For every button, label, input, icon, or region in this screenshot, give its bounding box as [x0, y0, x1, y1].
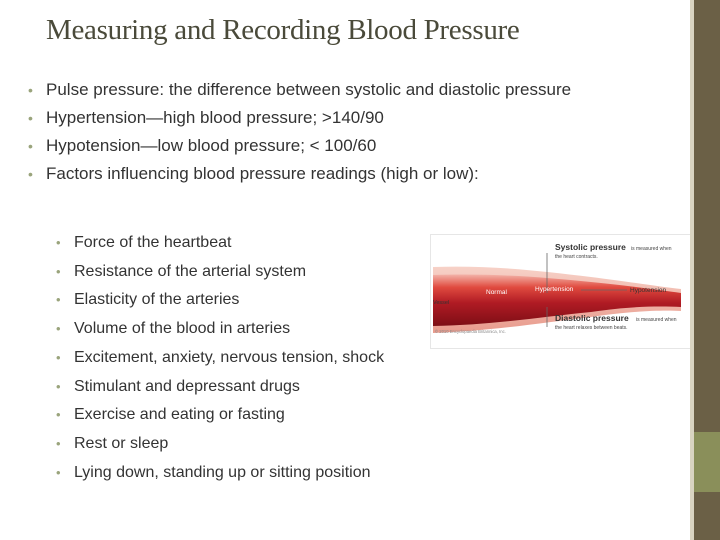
bullet-dot: • — [28, 110, 33, 126]
systolic-note: is measured when — [631, 246, 672, 252]
bullet-text: Hypertension—high blood pressure; >140/90 — [46, 108, 384, 127]
sub-bullet-item — [56, 229, 384, 258]
bullet-item — [28, 78, 668, 102]
bullet-text: Hypotension—low blood pressure; < 100/60 — [46, 136, 377, 155]
diastolic-note: is measured when — [636, 317, 677, 323]
bullet-dot: • — [56, 378, 61, 394]
bullet-dot: • — [56, 292, 61, 308]
sub-bullet-item — [56, 315, 384, 344]
sub-bullet-item — [56, 258, 384, 287]
sub-bullet-item — [56, 430, 384, 459]
systolic-note: the heart contracts. — [555, 254, 598, 260]
blood-pressure-diagram — [430, 234, 699, 349]
systolic-label: Systolic pressure — [555, 242, 626, 252]
bullet-item — [28, 106, 668, 130]
right-side-bar — [694, 0, 720, 540]
bullet-text: Factors influencing blood pressure readings (high or low): — [46, 164, 479, 183]
sub-bullet-text: Stimulant and depressant drugs — [74, 377, 300, 395]
main-bullet-list — [28, 78, 668, 190]
vessel-label: Vessel — [433, 300, 450, 306]
bullet-dot: • — [56, 321, 61, 337]
bullet-dot: • — [28, 82, 33, 98]
sub-bullet-item — [56, 373, 384, 402]
bullet-dot: • — [28, 166, 33, 182]
normal-label: Normal — [486, 289, 507, 296]
sub-bullet-text: Force of the heartbeat — [74, 234, 232, 251]
sub-bullet-text: Volume of the blood in arteries — [74, 320, 291, 338]
right-bar-segment — [694, 0, 720, 432]
bullet-dot: • — [28, 138, 33, 154]
artery-illustration — [431, 235, 698, 348]
sub-bullet-list — [56, 229, 384, 487]
right-bar-segment — [694, 432, 720, 492]
copyright-credit: © 2010 Encyclopaedia Britannica, Inc. — [435, 329, 506, 334]
bullet-text: Pulse pressure: the difference between systolic and diastolic pressure — [46, 80, 572, 99]
sub-bullet-text: Resistance of the arterial system — [74, 262, 307, 280]
bullet-dot: • — [56, 407, 61, 423]
sub-bullet-text: Rest or sleep — [74, 434, 169, 452]
right-bar-segment — [694, 492, 720, 540]
sub-bullet-text: Elasticity of the arteries — [74, 291, 240, 309]
sub-bullet-text: Exercise and eating or fasting — [74, 406, 285, 424]
bullet-dot: • — [56, 235, 61, 250]
diastolic-note: the heart relaxes between beats. — [555, 325, 628, 331]
bullet-item — [28, 134, 668, 158]
bullet-dot: • — [56, 435, 61, 451]
bullet-item — [28, 162, 668, 186]
bullet-dot: • — [56, 263, 61, 279]
sub-bullet-item — [56, 459, 384, 488]
bullet-dot: • — [56, 349, 61, 365]
slide-title: Measuring and Recording Blood Pressure — [46, 14, 520, 46]
sub-bullet-text: Lying down, standing up or sitting position — [74, 463, 371, 481]
hypertension-label: Hypertension — [535, 286, 574, 293]
bullet-dot: • — [56, 464, 61, 480]
sub-bullet-item — [56, 401, 384, 430]
sub-bullet-item — [56, 286, 384, 315]
diastolic-label: Diastolic pressure — [555, 313, 629, 323]
hypotension-label: Hypotension — [630, 287, 667, 294]
sub-bullet-text: Excitement, anxiety, nervous tension, shock — [74, 348, 385, 366]
sub-bullet-item — [56, 344, 384, 373]
